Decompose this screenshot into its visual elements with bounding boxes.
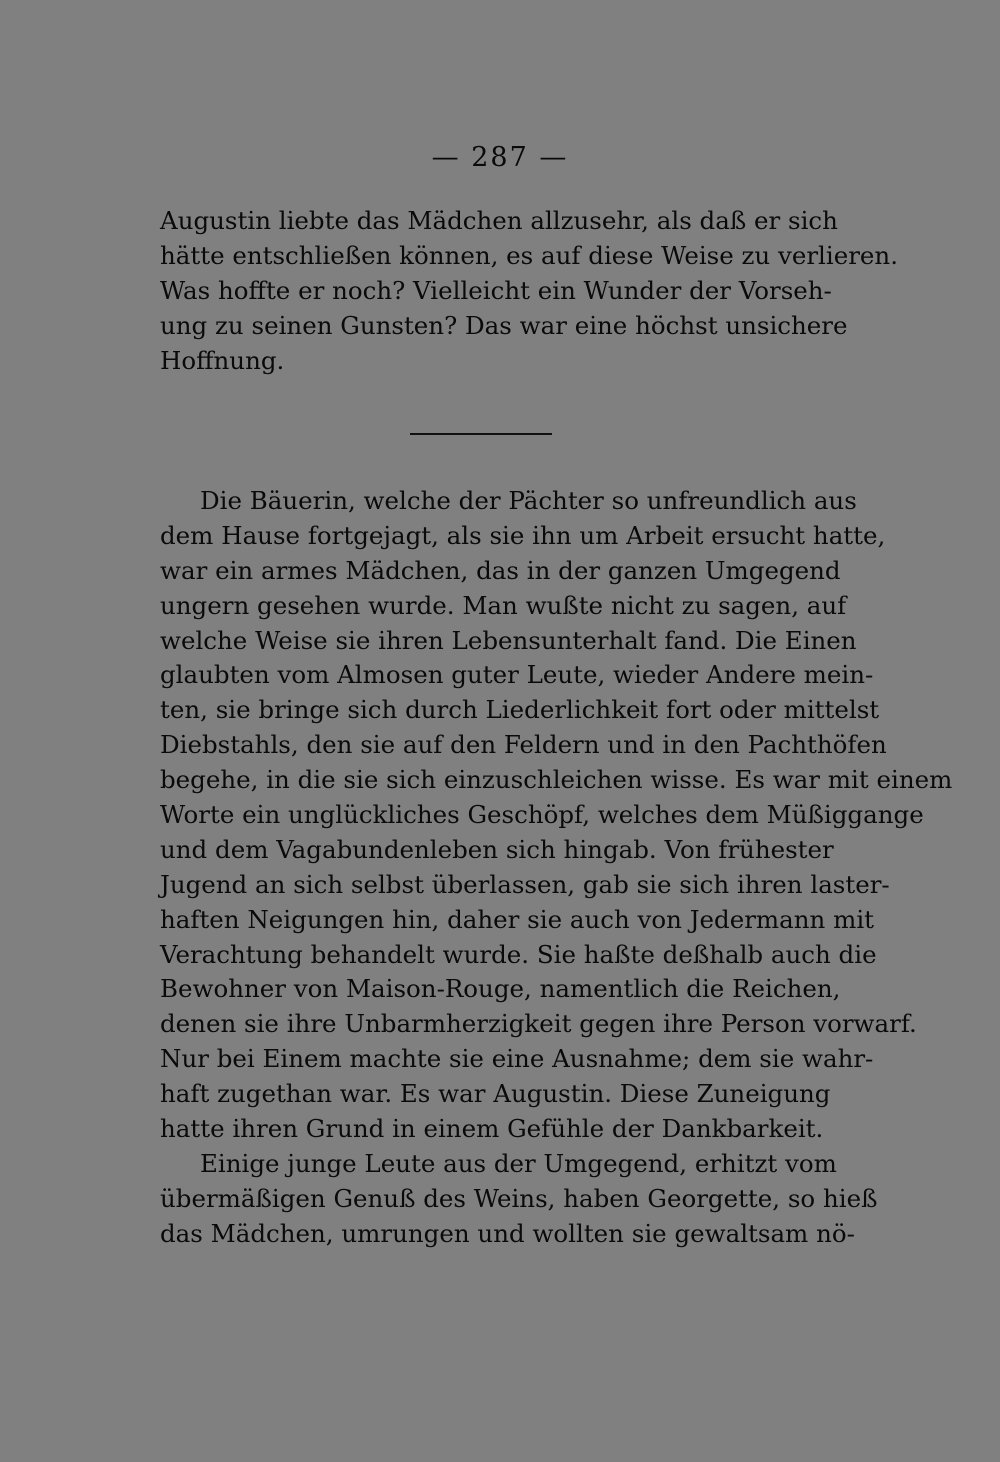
text-line: ten, sie bringe sich durch Liederlichkeit fort oder mittelst bbox=[160, 695, 880, 725]
text-line: Augustin liebte das Mädchen allzusehr, als daß er sich bbox=[160, 206, 838, 235]
text-line: Verachtung behandelt wurde. Sie haßte deßhalb auch die bbox=[160, 939, 877, 969]
page-number: — 287 — bbox=[431, 142, 569, 173]
text-line: Worte ein unglückliches Geschöpf, welches dem Müßiggange bbox=[160, 800, 924, 830]
text-line: denen sie ihre Unbarmherzigkeit gegen ihre Person vorwarf. bbox=[160, 1009, 917, 1039]
paragraph-1 bbox=[160, 204, 899, 378]
text-line: Bewohner von Maison-Rouge, namentlich die Reichen, bbox=[160, 974, 841, 1004]
text-line: Nur bei Einem machte sie eine Ausnahme; dem sie wahr- bbox=[160, 1044, 874, 1074]
text-line: das Mädchen, umrungen und wollten sie gewaltsam nö- bbox=[160, 1218, 855, 1248]
text-line: glaubten vom Almosen guter Leute, wieder Andere mein- bbox=[160, 660, 874, 690]
paragraph-2 bbox=[160, 484, 953, 1252]
text-line: Hoffnung. bbox=[160, 345, 285, 375]
text-line: begehe, in die sie sich einzuschleichen wisse. Es war mit einem bbox=[160, 765, 953, 795]
text-line: Jugend an sich selbst überlassen, gab sie sich ihren laster- bbox=[160, 869, 890, 899]
text-line: dem Hause fortgejagt, als sie ihn um Arbeit ersucht hatte, bbox=[160, 520, 886, 550]
text-line: Einige junge Leute aus der Umgegend, erhitzt vom bbox=[200, 1148, 837, 1178]
text-line: ung zu seinen Gunsten? Das war eine höchst unsichere bbox=[160, 310, 848, 340]
text-line: hätte entschließen können, es auf diese Weise zu verlieren. bbox=[160, 240, 899, 270]
text-line: hatte ihren Grund in einem Gefühle der Dankbarkeit. bbox=[160, 1114, 824, 1144]
text-line: übermäßigen Genuß des Weins, haben Georgette, so hieß bbox=[160, 1183, 878, 1213]
text-line: Diebstahls, den sie auf den Feldern und in den Pachthöfen bbox=[160, 730, 887, 760]
text-line: haft zugethan war. Es war Augustin. Diese Zuneigung bbox=[160, 1079, 831, 1109]
section-separator bbox=[410, 433, 552, 435]
text-line: und dem Vagabundenleben sich hingab. Von frühester bbox=[160, 834, 834, 864]
text-line: Die Bäuerin, welche der Pächter so unfreundlich aus bbox=[200, 486, 857, 515]
text-line: welche Weise sie ihren Lebensunterhalt fand. Die Einen bbox=[160, 625, 857, 655]
text-line: war ein armes Mädchen, das in der ganzen Umgegend bbox=[160, 555, 841, 585]
text-line: ungern gesehen wurde. Man wußte nicht zu sagen, auf bbox=[160, 590, 847, 620]
text-line: Was hoffte er noch? Vielleicht ein Wunder der Vorseh- bbox=[160, 275, 832, 305]
text-line: haften Neigungen hin, daher sie auch von Jedermann mit bbox=[160, 904, 875, 934]
